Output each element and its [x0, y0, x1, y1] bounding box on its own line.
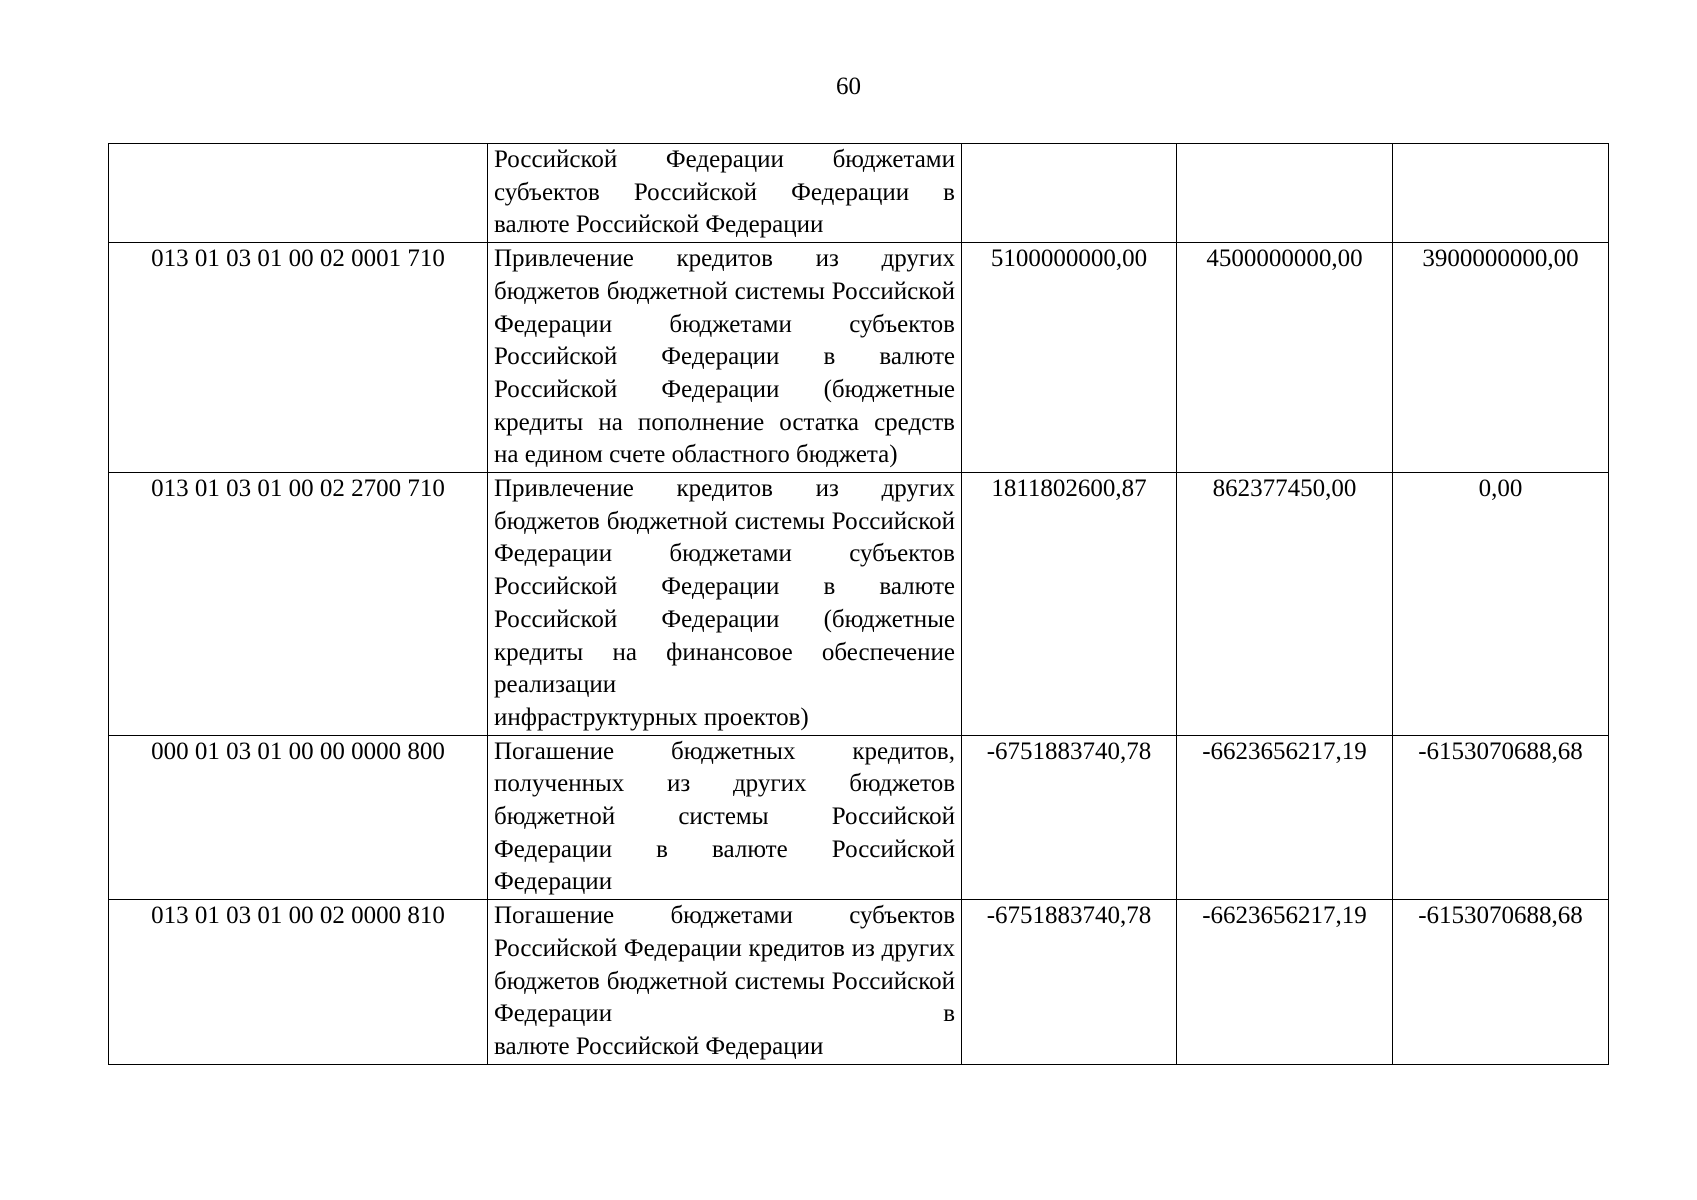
amount-year3-cell: -6153070688,68	[1393, 735, 1609, 900]
description-text-end: Федерации	[494, 868, 613, 896]
amount-year1-cell: 1811802600,87	[962, 473, 1177, 736]
budget-code-cell: 013 01 03 01 00 02 0001 710	[109, 243, 488, 473]
amount-year3-cell	[1393, 144, 1609, 243]
budget-code-cell: 013 01 03 01 00 02 2700 710	[109, 473, 488, 736]
amount-year2-cell: 862377450,00	[1177, 473, 1393, 736]
amount-year1-cell: 5100000000,00	[962, 243, 1177, 473]
amount-year3-cell: -6153070688,68	[1393, 900, 1609, 1065]
description-cell	[488, 735, 962, 900]
table-row	[109, 144, 1609, 243]
amount-year1-cell: -6751883740,78	[962, 735, 1177, 900]
amount-year2-cell: 4500000000,00	[1177, 243, 1393, 473]
description-text-end: на едином счете областного бюджета)	[494, 441, 898, 469]
description-cell	[488, 243, 962, 473]
description-cell	[488, 900, 962, 1065]
amount-year3-cell: 3900000000,00	[1393, 243, 1609, 473]
table-row	[109, 243, 1609, 473]
description-text-end: валюте Российской Федерации	[494, 211, 824, 239]
amount-year1-cell	[962, 144, 1177, 243]
amount-year1-cell: -6751883740,78	[962, 900, 1177, 1065]
table-row	[109, 735, 1609, 900]
description-text: Погашение бюджетных кредитов, полученных из других бюджетов бюджетной системы Российской Федерации в валюте Российской	[494, 737, 955, 863]
description-text-end: инфраструктурных проектов)	[494, 703, 809, 731]
description-text-end: валюте Российской Федерации	[494, 1032, 824, 1060]
budget-sources-table	[108, 143, 1609, 1065]
description-text: Российской Федерации бюджетами субъектов Российской Федерации в	[494, 146, 955, 206]
budget-code-cell: 013 01 03 01 00 02 0000 810	[109, 900, 488, 1065]
description-text: Привлечение кредитов из других бюджетов бюджетной системы Российской Федерации бюджетами субъектов Российской Федерации в валюте Российской Федерации (бюджетные кредиты на пополнение остатка средств	[494, 245, 955, 436]
budget-code-cell: 000 01 03 01 00 00 0000 800	[109, 735, 488, 900]
amount-year2-cell: -6623656217,19	[1177, 735, 1393, 900]
page-number: 60	[836, 73, 861, 100]
table-row	[109, 473, 1609, 736]
description-text: Погашение бюджетами субъектов Российской Федерации кредитов из других бюджетов бюджетной системы Российской Федерации в	[494, 902, 955, 1028]
description-cell	[488, 473, 962, 736]
description-text: Привлечение кредитов из других бюджетов бюджетной системы Российской Федерации бюджетами субъектов Российской Федерации в валюте Российской Федерации (бюджетные кредиты на финансовое обеспечение реализации	[494, 475, 955, 699]
budget-code-cell	[109, 144, 488, 243]
table-row	[109, 900, 1609, 1065]
amount-year3-cell: 0,00	[1393, 473, 1609, 736]
amount-year2-cell: -6623656217,19	[1177, 900, 1393, 1065]
amount-year2-cell	[1177, 144, 1393, 243]
description-cell	[488, 144, 962, 243]
